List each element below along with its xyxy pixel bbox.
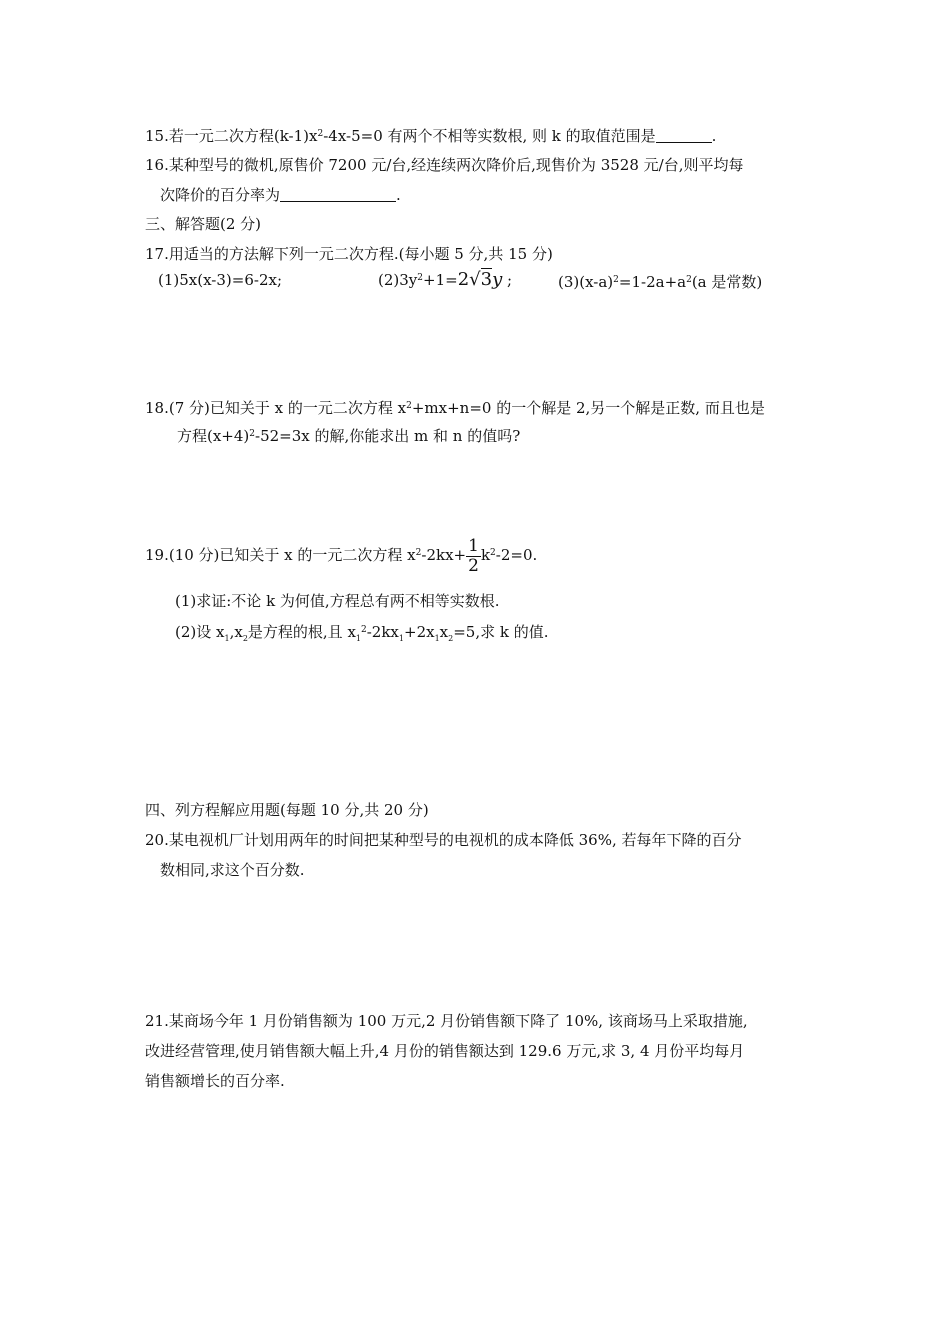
variable: y: [492, 269, 503, 290]
q16-text: .: [396, 186, 401, 204]
q17-text: (a 是常数): [691, 273, 763, 291]
q18-text: -52=3x 的解,你能求出 m 和 n 的值吗?: [255, 427, 521, 445]
sqrt-symbol: √: [469, 269, 481, 290]
subscript: 1: [398, 634, 404, 643]
question-19-part1: (1)求证:不论 k 为何值,方程总有两不相等实数根.: [175, 592, 500, 610]
question-18-line1: [145, 396, 765, 418]
q16-text: 次降价的百分率为: [160, 186, 281, 204]
subscript: 2: [242, 634, 248, 643]
fraction-denominator: 2: [468, 555, 479, 576]
question-16-line2: [160, 185, 401, 205]
superscript: 2: [490, 548, 496, 558]
section-heading-4: 四、列方程解应用题(每题 10 分,共 20 分): [145, 801, 429, 819]
q17-text: +1=: [423, 271, 458, 289]
radicand: 3: [480, 269, 493, 290]
superscript: 2: [613, 275, 619, 285]
q19-text: k: [480, 546, 491, 564]
q18-text: 18.(7 分)已知关于 x 的一元二次方程 x: [145, 399, 407, 417]
subscript: 1: [355, 634, 361, 643]
q15-text: -4x-5=0 有两个不相等实数根, 则 k 的取值范围是: [323, 127, 656, 145]
q19-text: 是方程的根,且 x: [247, 623, 356, 641]
superscript: 2: [317, 129, 324, 139]
question-17-part3: [558, 270, 762, 292]
question-17-title: 17.用适当的方法解下列一元二次方程.(每小题 5 分,共 15 分): [145, 245, 553, 263]
q18-text: +mx+n=0 的一个解是 2,另一个解是正数, 而且也是: [411, 399, 765, 417]
question-16-line1: 16.某种型号的微机,原售价 7200 元/台,经连续两次降价后,现售价为 3528 元/台,则平均每: [145, 156, 744, 174]
question-17-part1: (1)5x(x-3)=6-2x;: [158, 271, 282, 289]
subscript: 1: [434, 634, 440, 643]
answer-blank[interactable]: [280, 187, 396, 202]
question-21-line1: 21.某商场今年 1 月份销售额为 100 万元,2 月份销售额下降了 10%, 该商场马上采取措施,: [145, 1012, 748, 1030]
q19-text: -2kx: [366, 623, 399, 641]
q19-text: -2=0.: [495, 546, 538, 564]
question-15: [145, 124, 716, 146]
superscript: 2: [415, 548, 422, 558]
coefficient: 2: [457, 269, 470, 290]
subscript: 2: [448, 634, 454, 643]
q19-text: (2)设 x: [175, 623, 225, 641]
question-17-part2: [378, 268, 512, 290]
q19-text: -2kx+: [421, 546, 467, 564]
question-20-line2: 数相同,求这个百分数.: [160, 861, 305, 879]
q19-text: =5,求 k 的值.: [453, 623, 549, 641]
superscript: 2: [686, 275, 692, 285]
section-heading-3: 三、解答题(2 分): [145, 215, 262, 233]
fraction: [466, 537, 481, 576]
q19-text: 19.(10 分)已知关于 x 的一元二次方程 x: [145, 546, 416, 564]
question-18-line2: [177, 424, 520, 446]
q17-text: =1-2a+a: [618, 273, 687, 291]
q15-text: 15.若一元二次方程(k-1)x: [145, 127, 318, 145]
superscript: 2: [361, 625, 367, 635]
question-19-part2: [175, 620, 549, 649]
question-21-line3: 销售额增长的百分率.: [145, 1072, 285, 1090]
q15-text: .: [711, 127, 717, 145]
q17-text: (3)(x-a): [558, 273, 614, 291]
q17-text: ;: [507, 271, 513, 289]
superscript: 2: [249, 429, 256, 439]
superscript: 2: [406, 401, 412, 411]
q17-text: (2)3y: [378, 271, 418, 289]
q19-text: +2x: [404, 623, 435, 641]
q19-text: ,x: [229, 623, 243, 641]
fraction-numerator: 1: [468, 535, 479, 556]
question-19-line1: [145, 534, 537, 576]
answer-blank[interactable]: [656, 128, 712, 143]
question-20-line1: 20.某电视机厂计划用两年的时间把某种型号的电视机的成本降低 36%, 若每年下降的百分: [145, 831, 742, 849]
subscript: 1: [224, 634, 230, 643]
superscript: 2: [417, 273, 423, 283]
q18-text: 方程(x+4): [177, 427, 250, 445]
q19-text: x: [439, 623, 449, 641]
question-21-line2: 改进经营管理,使月销售额大幅上升,4 月份的销售额达到 129.6 万元,求 3, 4 月份平均每月: [145, 1042, 745, 1060]
